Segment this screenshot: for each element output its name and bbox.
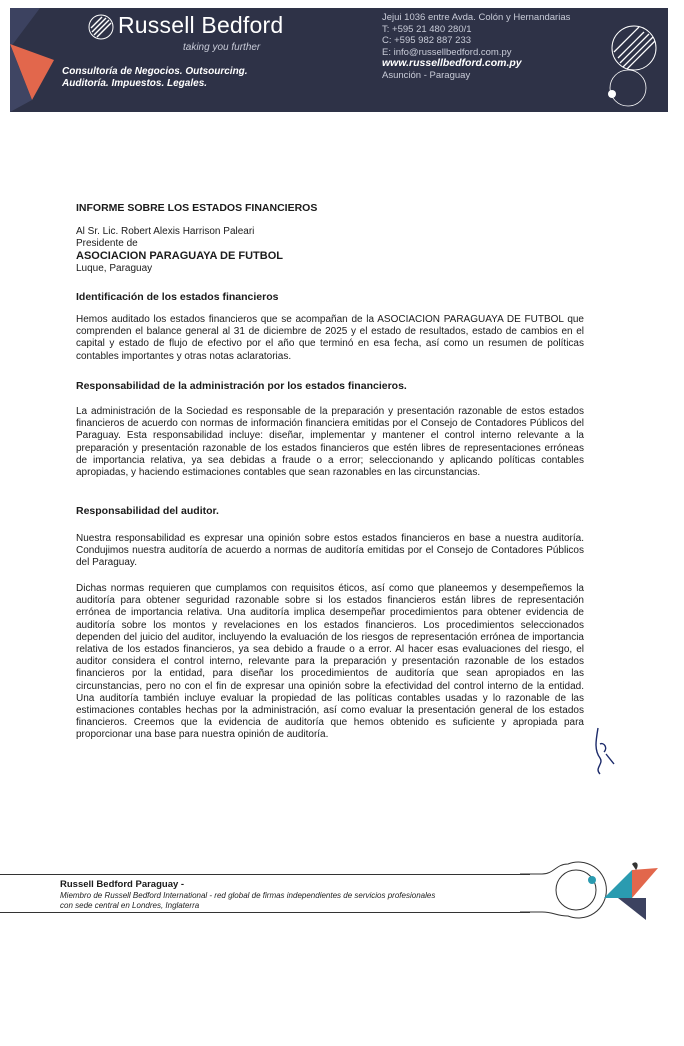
footer-line-1: Miembro de Russell Bedford International - red global de firmas independientes de servicios profesionales <box>60 891 436 900</box>
services-line-2: Auditoría. Impuestos. Legales. <box>62 78 208 89</box>
paragraph-auditor-responsibility-2: Dichas normas requieren que cumplamos con requisitos éticos, así como que planeemos y desempeñemos la auditoría para obtener seguridad razonable sobre si los estados financieros están libres de representación errónea de importancia relativa. Una auditoría implica desempeñar procedimientos para obtener evidencia de auditoría sobre los montos y revelaciones en los estados financieros. Los procedimientos seleccionados dependen del juicio del auditor, incluyendo la evaluación de los riesgos de representación errónea de importancia relativa de los estados financieros, ya sea debido a fraude o a error. Al hacer esas evaluaciones del riesgo, el auditor considera el control interno, relevante para la preparación y presentación razonable de los estados financieros por la entidad, para diseñar los procedimientos de auditoría que sean apropiados en las circunstancias, pero no con el fin de expresar una opinión sobre la efectividad del control interno de la entidad. Una auditoría también incluye evaluar la propiedad de las políticas contables usadas y lo razonable de las estimaciones contables hechas por la administración, así como evaluar la presentación general de los estados financieros. Creemos que la evidencia de auditoría que hemos obtenido es suficiente y apropiada para proporcionar una base para nuestra opinión de auditoría. <box>76 583 584 741</box>
russell-bedford-logo-icon <box>88 14 114 40</box>
addressee-organization: ASOCIACION PARAGUAYA DE FUTBOL <box>76 250 283 263</box>
services-line-1: Consultoría de Negocios. Outsourcing. <box>62 66 248 77</box>
section-heading-identification: Identificación de los estados financieros <box>76 291 279 303</box>
brand-name: Russell Bedford <box>118 12 284 38</box>
contact-phone: T: +595 21 480 280/1 <box>382 23 472 35</box>
letterhead-header <box>10 8 668 112</box>
header-globe-graphic <box>598 8 668 112</box>
footer-title: Russell Bedford Paraguay - <box>60 879 185 890</box>
paragraph-management-responsibility: La administración de la Sociedad es responsable de la preparación y presentación razonable de estos estados financieros de acuerdo con normas de información financiera emitidas por el Consejo de Contadores Públicos del Paraguay. Esta responsabilidad incluye: diseñar, implementar y mantener el control interno relevante a la preparación y presentación razonable de los estados financieros que estén libres de representaciones erróneas de importancia relativa, ya sea debidas a fraude o a error; seleccionando y aplicando políticas contables apropiadas, y haciendo estimaciones contables que sean razonables en las circunstancias. <box>76 406 584 479</box>
addressee-city: Luque, Paraguay <box>76 262 153 274</box>
section-heading-management-responsibility: Responsabilidad de la administración por los estados financieros. <box>76 380 407 392</box>
services-text <box>62 66 248 90</box>
section-heading-auditor-responsibility: Responsabilidad del auditor. <box>76 505 219 517</box>
header-triangles-graphic <box>10 8 70 112</box>
addressee-role: Presidente de <box>76 238 138 250</box>
contact-mobile: C: +595 982 887 233 <box>382 35 472 47</box>
report-title: INFORME SOBRE LOS ESTADOS FINANCIEROS <box>76 202 318 214</box>
signature-mark <box>590 724 618 776</box>
footer-top-rule <box>0 874 530 875</box>
contact-city: Asunción - Paraguay <box>382 69 471 81</box>
contact-email[interactable]: E: info@russellbedford.com.py <box>382 46 512 58</box>
addressee-name: Al Sr. Lic. Robert Alexis Harrison Paleari <box>76 226 255 237</box>
footer-bottom-rule <box>0 912 530 913</box>
paragraph-identification: Hemos auditado los estados financieros que se acompañan de la ASOCIACION PARAGUAYA DE FUTBOL que comprenden el balance general al 31 de diciembre de 2025 y el estado de resultados, estado de cambios en el capital y estado de flujo de efectivo por el año que terminó en esa fecha, así como un resumen de políticas contables importantes y otras notas aclaratorias. <box>76 314 584 362</box>
website-link[interactable]: www.russellbedford.com.py <box>382 57 522 70</box>
paragraph-auditor-responsibility-1: Nuestra responsabilidad es expresar una opinión sobre estos estados financieros en base a nuestra auditoría. Condujimos nuestra auditoría de acuerdo a normas de auditoría emitidas por el Consejo de Contadores Públicos del Paraguay. <box>76 533 584 569</box>
footer-subtitle <box>60 891 435 911</box>
contact-block <box>382 12 570 82</box>
brand-tagline: taking you further <box>183 42 261 53</box>
footer-logo-graphic <box>520 858 660 922</box>
footer-line-2: con sede central en Londres, Inglaterra <box>60 901 200 910</box>
contact-address: Jejui 1036 entre Avda. Colón y Hernandarias <box>382 12 571 23</box>
